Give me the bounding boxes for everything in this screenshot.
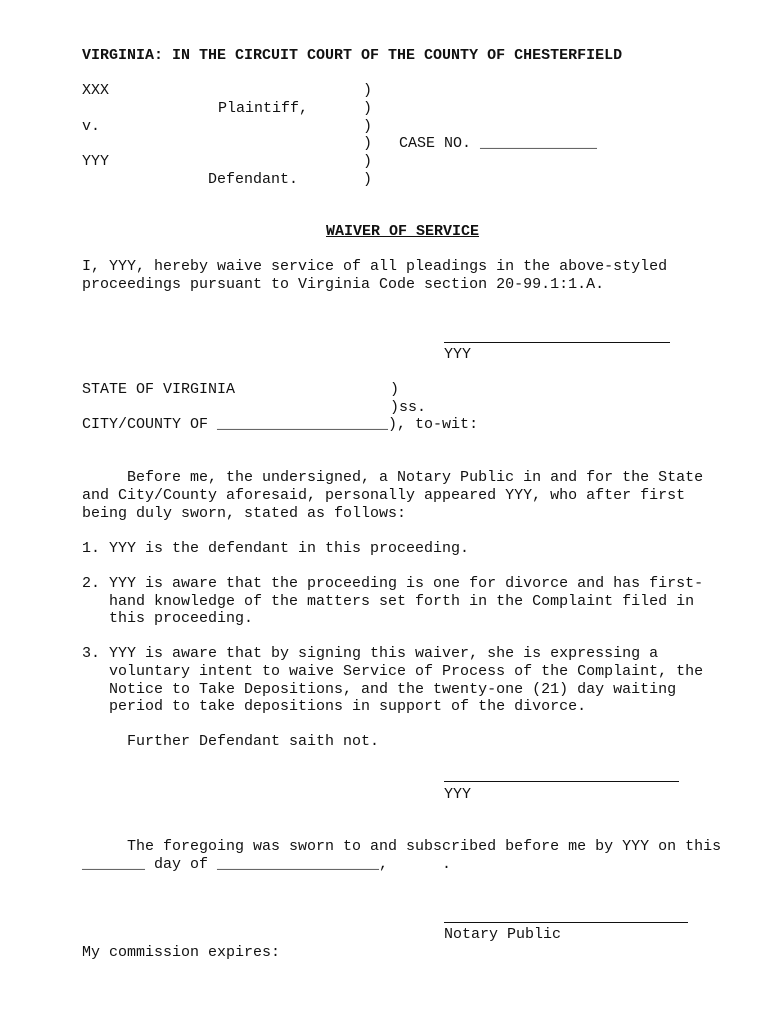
paragraph-line: _______ day of __________________, . [82, 856, 452, 873]
case-number-field: CASE NO. _____________ [399, 135, 598, 152]
venue-paren: ) [390, 381, 400, 398]
notary-label: Notary Public [444, 926, 562, 943]
list-item: 2. YYY is aware that the proceeding is one for divorce and has first- [82, 575, 704, 592]
caption-paren: ) [363, 82, 373, 99]
city-county-line: CITY/COUNTY OF ___________________), to-wit: [82, 416, 479, 433]
list-item: 3. YYY is aware that by signing this waiver, she is expressing a [82, 645, 659, 662]
signature-name: YYY [444, 786, 472, 803]
versus-label: v. [82, 118, 101, 135]
defendant-name: YYY [82, 153, 110, 170]
plaintiff-label: Plaintiff, [218, 100, 309, 117]
commission-expires: My commission expires: [82, 944, 281, 961]
notary-signature-line [444, 922, 688, 923]
list-item: voluntary intent to waive Service of Process of the Complaint, the [82, 663, 704, 680]
paragraph-line: Before me, the undersigned, a Notary Public in and for the State [82, 469, 704, 486]
list-item: this proceeding. [82, 610, 254, 627]
paragraph-line: being duly sworn, stated as follows: [82, 505, 407, 522]
ss-marker: )ss. [390, 399, 427, 416]
signature-name: YYY [444, 346, 472, 363]
caption-paren: ) [363, 153, 373, 170]
paragraph-line: proceedings pursuant to Virginia Code section 20-99.1:1.A. [82, 276, 605, 293]
defendant-label: Defendant. [208, 171, 299, 188]
paragraph-line: and City/County aforesaid, personally appeared YYY, who after first [82, 487, 686, 504]
list-item: Notice to Take Depositions, and the twenty-one (21) day waiting [82, 681, 677, 698]
caption-paren: ) [363, 100, 373, 117]
state-line: STATE OF VIRGINIA [82, 381, 236, 398]
signature-line [444, 342, 670, 343]
document-title: WAIVER OF SERVICE [326, 223, 480, 240]
signature-line [444, 781, 679, 782]
paragraph-line: The foregoing was sworn to and subscribed before me by YYY on this [82, 838, 722, 855]
closing-statement: Further Defendant saith not. [82, 733, 380, 750]
paragraph-line: I, YYY, hereby waive service of all pleadings in the above-styled [82, 258, 668, 275]
caption-paren: ) [363, 171, 373, 188]
plaintiff-name: XXX [82, 82, 110, 99]
list-item: period to take depositions in support of the divorce. [82, 698, 587, 715]
list-item: hand knowledge of the matters set forth in the Complaint filed in [82, 593, 695, 610]
caption-paren: ) [363, 118, 373, 135]
caption-paren: ) [363, 135, 373, 152]
list-item: 1. YYY is the defendant in this proceeding. [82, 540, 470, 557]
court-heading: VIRGINIA: IN THE CIRCUIT COURT OF THE COUNTY OF CHESTERFIELD [82, 47, 623, 64]
